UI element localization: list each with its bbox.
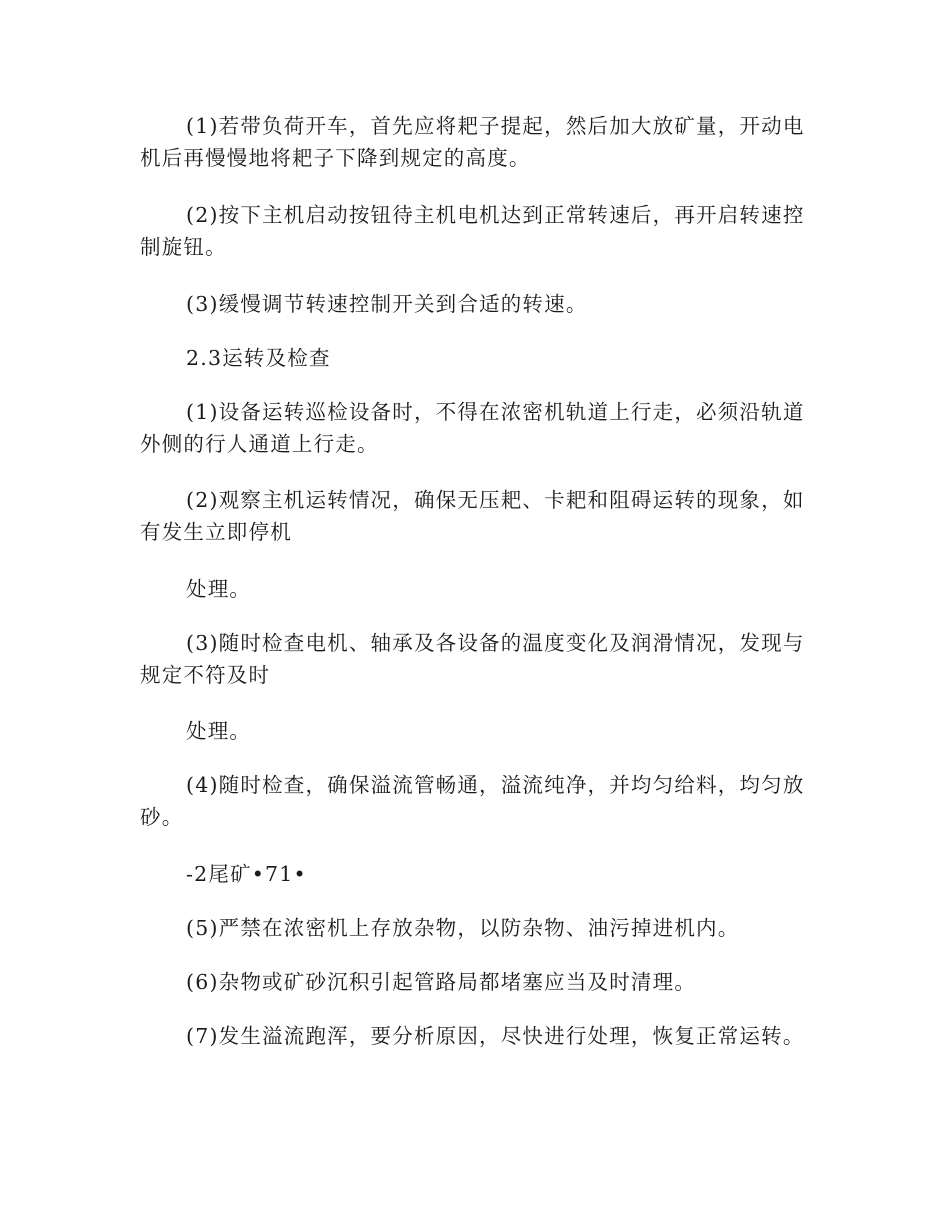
paragraph-inspection-step-1: (1)设备运转巡检设备时，不得在浓密机轨道上行走，必须沿轨道外侧的行人通道上行走。 [140,400,805,456]
paragraph-inspection-step-4: (4)随时检查，确保溢流管畅通，溢流纯净，并均匀给料，均匀放砂。 [140,773,805,829]
paragraph-inspection-step-2: (2)观察主机运转情况，确保无压耙、卡耙和阻碍运转的现象，如有发生立即停机 [140,488,805,544]
page-marker: -2尾矿•71• [186,862,307,886]
paragraph-continuation-handling-1: 处理。 [186,577,252,601]
paragraph-startup-step-2: (2)按下主机启动按钮待主机电机达到正常转速后，再开启转速控制旋钮。 [140,203,805,259]
section-heading-operation-inspection: 2.3运转及检查 [186,346,331,370]
paragraph-continuation-handling-2: 处理。 [186,719,252,743]
paragraph-inspection-step-7: (7)发生溢流跑浑，要分析原因，尽快进行处理，恢复正常运转。 [186,1024,805,1048]
paragraph-startup-step-3: (3)缓慢调节转速控制开关到合适的转速。 [186,292,588,316]
paragraph-inspection-step-6: (6)杂物或矿砂沉积引起管路局都堵塞应当及时清理。 [186,970,697,994]
paragraph-startup-step-1: (1)若带负荷开车，首先应将耙子提起，然后加大放矿量，开动电机后再慢慢地将耙子下降到规定的高度。 [140,114,805,170]
paragraph-inspection-step-3: (3)随时检查电机、轴承及各设备的温度变化及润滑情况，发现与规定不符及时 [140,631,805,687]
paragraph-inspection-step-5: (5)严禁在浓密机上存放杂物，以防杂物、油污掉进机内。 [186,916,740,940]
